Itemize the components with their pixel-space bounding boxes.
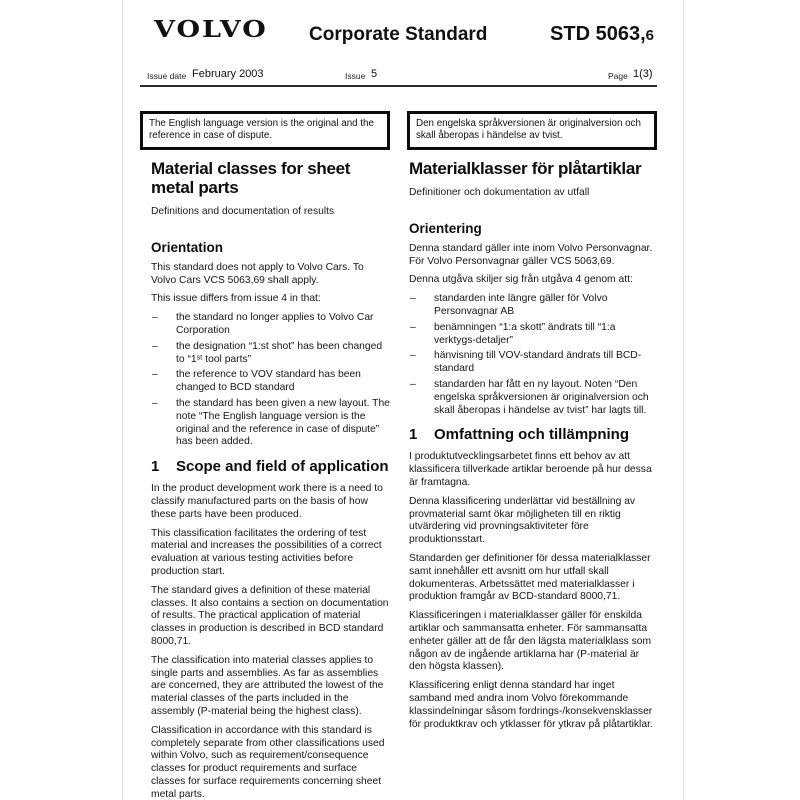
paragraph: This classification facilitates the ordering of test material and increases the possibilities of a correct evaluation at various testing activities before production start. (151, 527, 382, 577)
dash-marker: – (152, 312, 158, 324)
header-rule (140, 85, 657, 87)
language-notices (140, 111, 657, 150)
page-label: Page (608, 71, 628, 81)
page-right-edge (683, 0, 684, 800)
volvo-logo: VOLVO (154, 16, 268, 44)
standard-number-main: STD 5063, (550, 23, 646, 45)
orientation-heading-en: Orientation (151, 239, 224, 255)
list-item (151, 369, 390, 395)
document-title-sv: Materialklasser för plåtartiklar (409, 159, 642, 178)
paragraph: This standard does not apply to Volvo Cars. To Volvo Cars VCS 5063,69 shall apply. (151, 261, 364, 286)
paragraph: Klassificeringen i materialklasser gäller för enskilda artiklar och sammansatta enheter. För sammansatta enheter gäller att de får den lägsta materialklass som någon av de ingående artiklarna har (P-material är den högsta klassen). (409, 610, 652, 673)
column-swedish (409, 159, 657, 737)
dash-marker: – (410, 350, 416, 362)
document-type-title: Corporate Standard (309, 24, 488, 45)
paragraph: This issue differs from issue 4 in that: (151, 293, 321, 305)
paragraph: Denna standard gäller inte inom Volvo Personvagnar. För Volvo Personvagnar gäller VCS 5063,69. (409, 242, 653, 267)
list-item-text: standarden inte längre gäller för Volvo Personvagnar AB (434, 293, 608, 317)
issue-label: Issue (345, 71, 366, 81)
dash-marker: – (152, 340, 158, 352)
standard-number (550, 23, 654, 46)
list-item (151, 398, 390, 449)
paragraph: Denna klassificering underlättar vid beställning av provmaterial samt ökar möjligheten till en riktig utvärdering vid provningsaktiviteter före produktionsstart. (409, 495, 636, 546)
section-number: 1 (409, 426, 418, 444)
change-list-sv (409, 293, 657, 417)
issue-date-value: February 2003 (192, 68, 264, 80)
section1-heading-sv (409, 426, 657, 443)
change-list-en (151, 312, 390, 449)
list-item-text: hänvisning till VOV-standard ändrats till BCD-standard (434, 350, 642, 375)
dash-marker: – (410, 293, 416, 305)
section1-heading-en (151, 458, 390, 475)
list-item (409, 379, 657, 417)
document-subtitle-sv: Definitioner och dokumentation av utfall (409, 187, 590, 198)
paragraph: The classification into material classes applies to single parts and assemblies. As far as assemblies are concerned, they are attributed the lowest of the material classes of the parts included in the assembly (P-material being the highest class). (151, 654, 384, 717)
issue-number-value: 5 (371, 68, 378, 80)
list-item-text: standarden har fått en ny layout. Noten “Den engelska språkversionen är originalversion och skall åberopas i händelse av tvist” har lagts till. (434, 378, 649, 416)
notice-swedish: Den engelska språkversionen är originalversion och skall åberopas i händelse av tvist. (407, 111, 657, 150)
list-item-text: the standard has been given a new layout. The note “The English language version is the original and the reference in case of dispute” has been added. (176, 397, 390, 448)
list-item (409, 350, 657, 376)
list-item-text: the designation “1:st shot” has been changed to “1ˢᵗ tool parts” (176, 340, 383, 365)
dash-marker: – (152, 369, 158, 381)
list-item (151, 341, 390, 367)
standard-number-suffix: 6 (645, 27, 654, 44)
document-subtitle-en: Definitions and documentation of results (151, 206, 335, 217)
list-item (151, 312, 390, 338)
paragraph: Standarden ger definitioner för dessa materialklasser samt innehåller ett avsnitt om hur utfall skall dokumenteras. Arbetssättet med materialklasser i produktion framgår av BCD-standard 8000,71. (409, 552, 651, 603)
paragraph: In the product development work there is a need to classify manufactured parts on the basis of how these parts have been produced. (151, 483, 383, 520)
section-number: 1 (151, 458, 160, 476)
list-item (409, 293, 657, 319)
page-number-value: 1(3) (633, 68, 653, 80)
list-item-text: benämningen “1:a skott” ändrats till “1:a verktygs-detaljer” (434, 321, 616, 346)
list-item-text: the standard no longer applies to Volvo Car Corporation (176, 312, 374, 336)
paragraph: The standard gives a definition of these material classes. It also contains a section on documentation of results. The practical application of material classes in production is described in BCD standard 8000,71. (151, 584, 389, 647)
dash-marker: – (152, 397, 158, 409)
paragraph: Denna utgåva skiljer sig från utgåva 4 genom att: (409, 274, 633, 286)
paragraph: Klassificering enligt denna standard har inget samband med andra inom Volvo förekommande klassindelningar såsom fordrings-/konsekvensklasser för produktkrav och ytklasser för ytkrav på plåtartiklar. (409, 680, 653, 730)
paragraph: Classification in accordance with this standard is completely separate from other classifications used within Volvo, such as requirement/consequence classes for product requirements and surface classes for surface requirements concerning sheet metal parts. (151, 724, 385, 800)
page-left-edge (122, 0, 123, 800)
dash-marker: – (410, 321, 416, 333)
list-item-text: the reference to VOV standard has been changed to BCD standard (176, 369, 361, 394)
dash-marker: – (410, 378, 416, 390)
paragraph: I produktutvecklingsarbetet finns ett behov av att klassificera tillverkade artiklar beroende på hur dessa är framtagna. (409, 451, 652, 488)
document-title-en: Material classes for sheet metal parts (151, 159, 351, 197)
section-title: Scope and field of application (176, 458, 389, 476)
column-english (151, 159, 390, 800)
section-title: Omfattning och tillämpning (434, 426, 629, 444)
list-item (409, 322, 657, 348)
orientation-heading-sv: Orientering (409, 220, 482, 236)
notice-english: The English language version is the original and the reference in case of dispute. (140, 111, 390, 150)
issue-date-label: Issue date (147, 71, 187, 81)
